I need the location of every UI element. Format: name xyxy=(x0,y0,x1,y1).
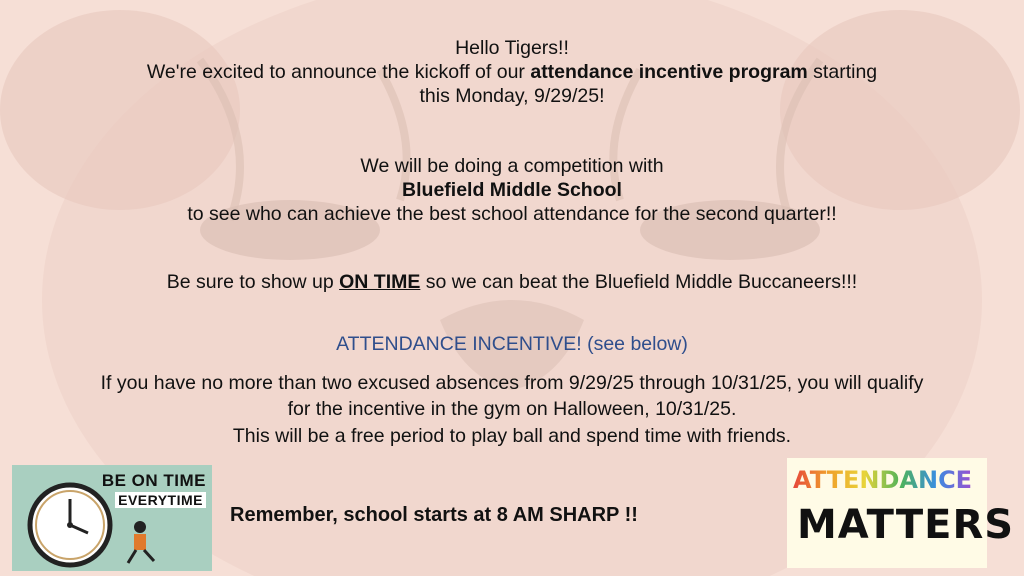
competition-school: Bluefield Middle School xyxy=(402,179,622,201)
attendance-matters-graphic xyxy=(787,458,1015,568)
matters-label: MATTERS xyxy=(797,502,1015,548)
incentive-line-1: If you have no more than two excused absences from 9/29/25 through 10/31/25, you will qualify xyxy=(100,372,924,394)
be-on-time-graphic xyxy=(12,465,212,571)
announce-text-end: starting xyxy=(807,61,878,83)
ontime-emphasis: ON TIME xyxy=(339,271,421,293)
attendance-label: ATTENDANCE xyxy=(793,466,973,494)
announce-line-2: this Monday, 9/29/25! xyxy=(419,85,605,107)
competition-line-3: to see who can achieve the best school attendance for the second quarter!! xyxy=(187,203,837,225)
ontime-text-end: so we can beat the Bluefield Middle Buccaneers!!! xyxy=(420,271,858,293)
reminder-text: Remember, school starts at 8 AM SHARP !! xyxy=(230,504,638,526)
program-name: attendance incentive program xyxy=(530,61,808,83)
competition-line-1: We will be doing a competition with xyxy=(360,155,664,177)
ontime-line xyxy=(0,270,1024,294)
incentive-line-3: This will be a free period to play ball and spend time with friends. xyxy=(232,425,792,447)
ontime-text: Be sure to show up xyxy=(166,271,340,293)
incentive-heading: ATTENDANCE INCENTIVE! (see below) xyxy=(336,333,688,355)
announce-line-1 xyxy=(0,60,1024,84)
be-on-time-label: BE ON TIME xyxy=(101,471,206,490)
greeting: Hello Tigers!! xyxy=(455,37,569,59)
everytime-label: EVERYTIME xyxy=(115,492,206,508)
running-person-icon xyxy=(128,521,154,563)
announce-text: We're excited to announce the kickoff of our xyxy=(146,61,531,83)
incentive-line-2: for the incentive in the gym on Halloween, 10/31/25. xyxy=(287,398,737,420)
clock-icon xyxy=(12,465,212,571)
